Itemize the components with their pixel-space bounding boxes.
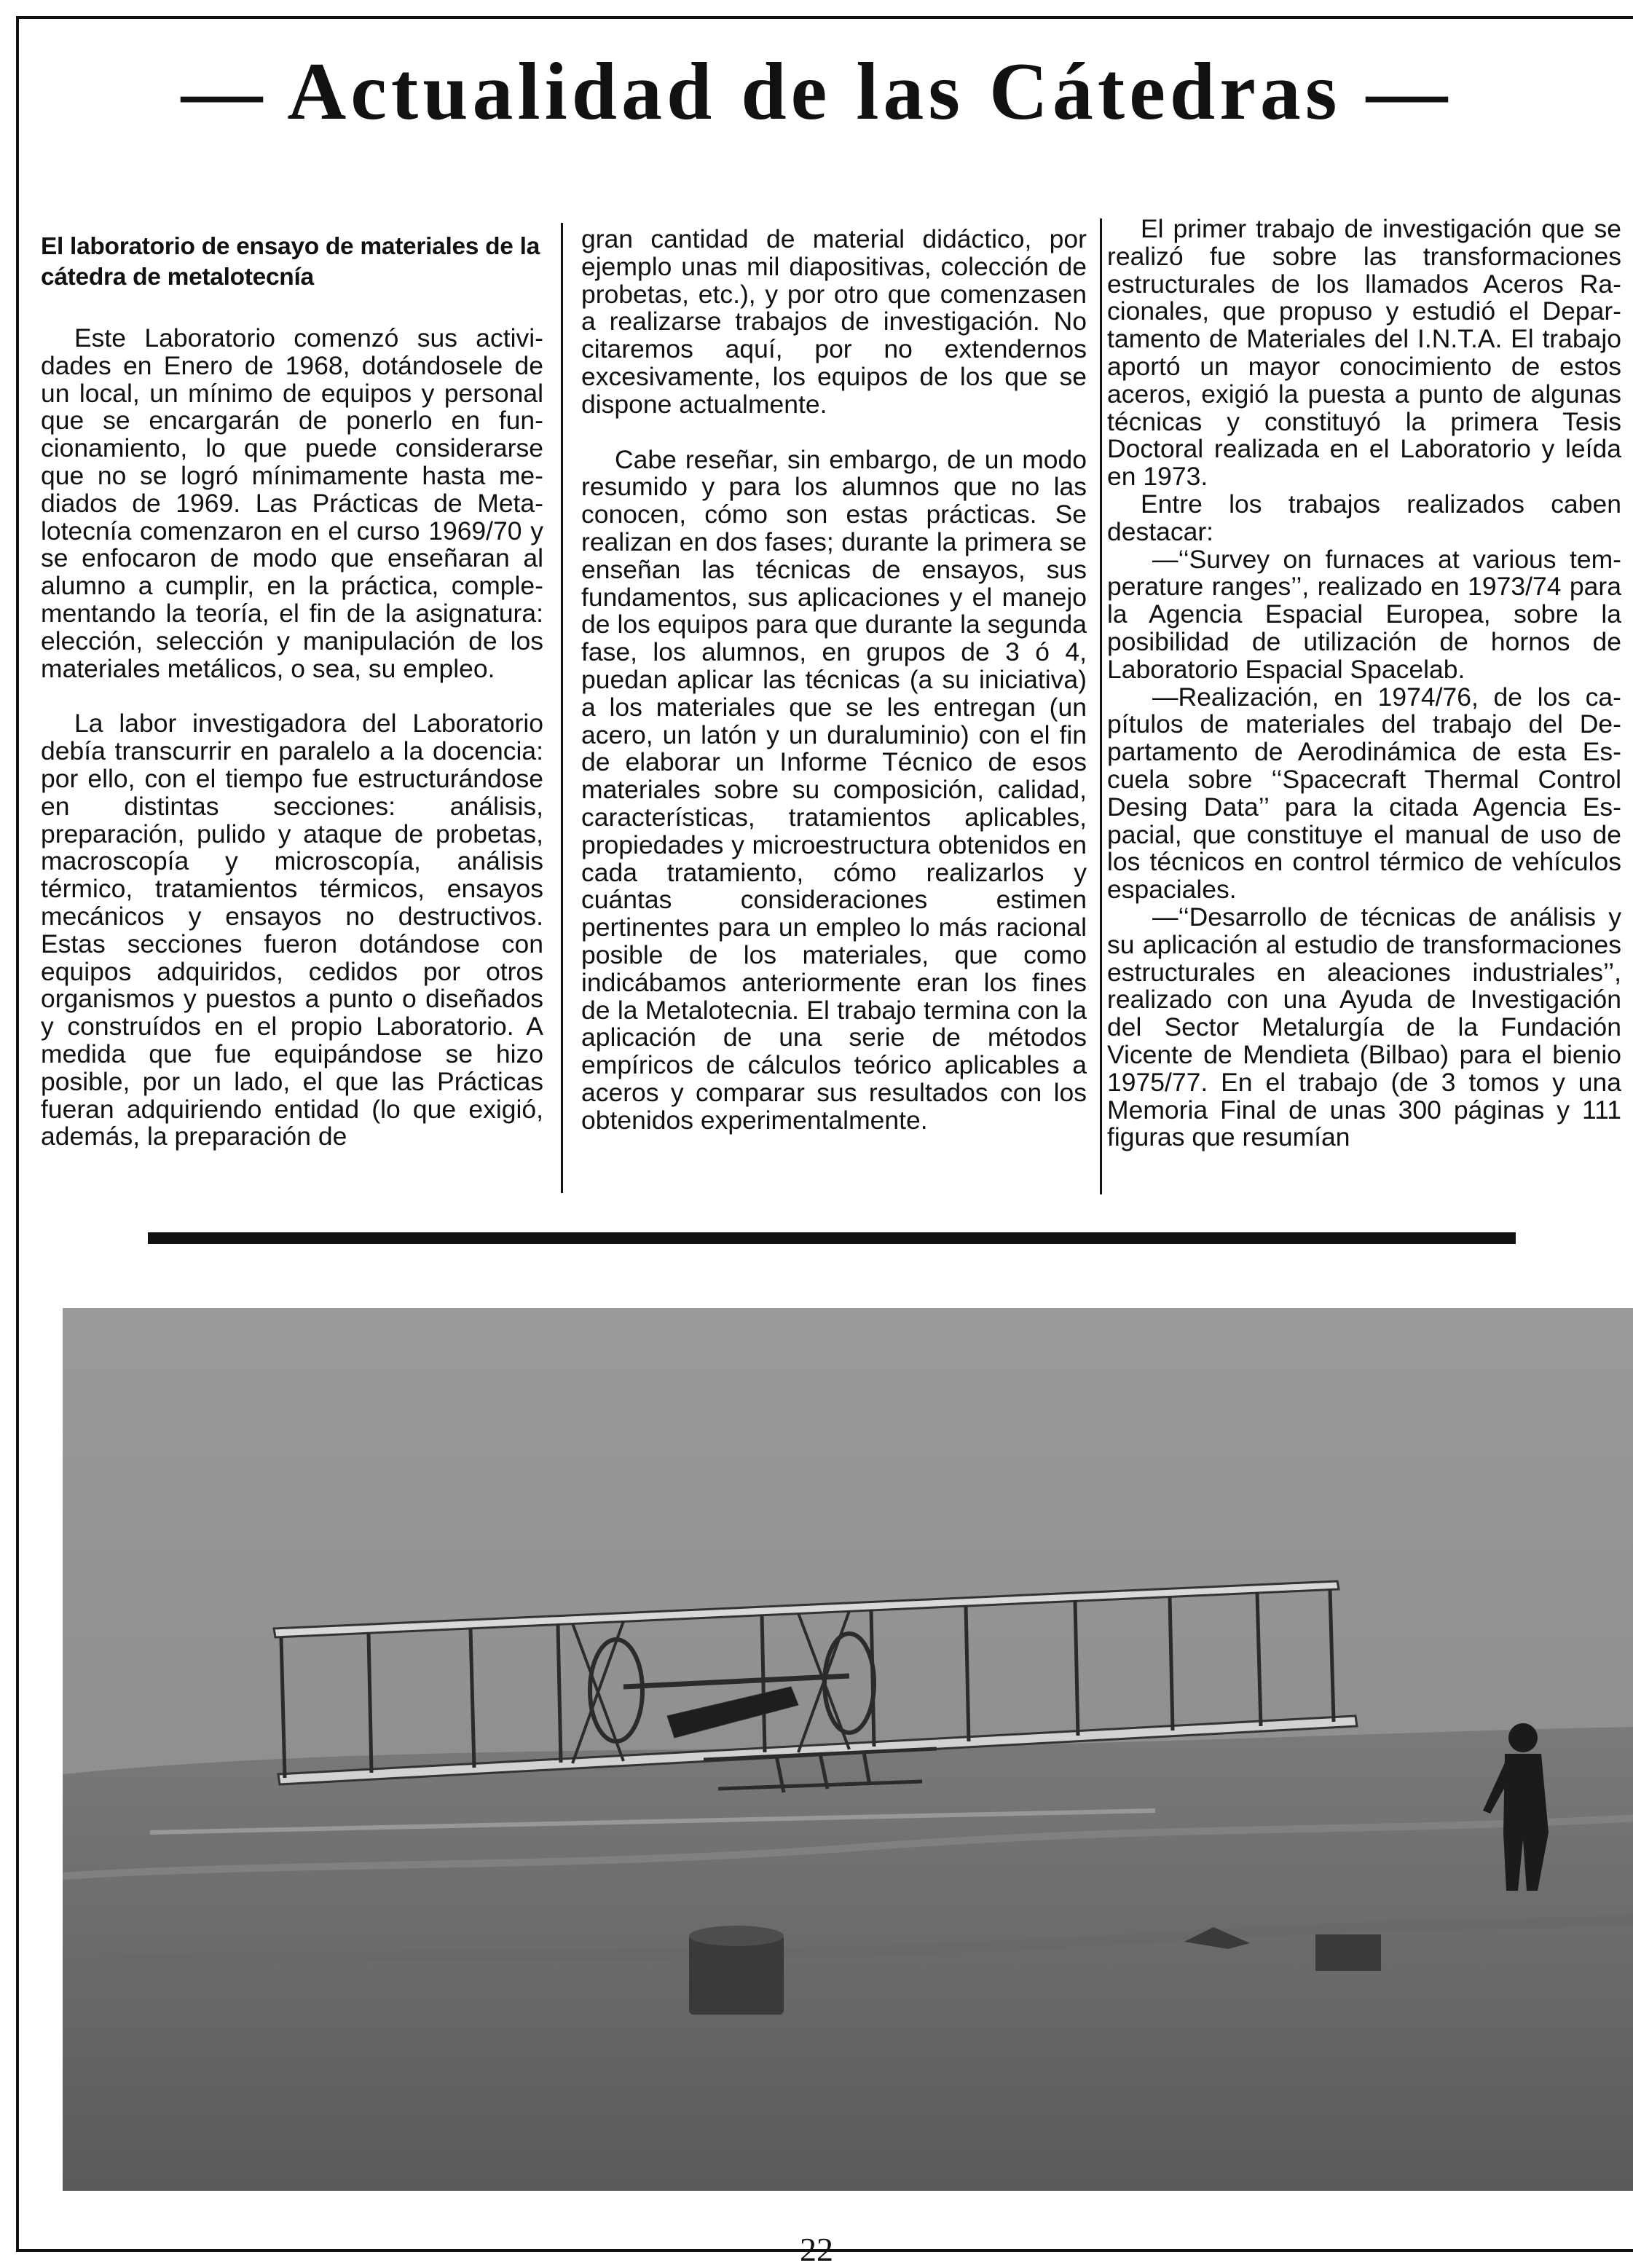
page-title: — Actualidad de las Cátedras — <box>181 47 1452 137</box>
paragraph: La labor investigadora del Laboratorio debía transcurrir en paralelo a la docencia: por ello, con el tiempo fue estructurándose en distintas secciones: análisis, preparación, pulido y ataque de probetas, macroscopía y microscopía, análisis térmico, tratamientos térmicos, ensayos mecánicos y ensayos no destructivos. Estas secciones fueron dotándose con equipos adquiridos, cedidos por otros organismos y puestos a punto o diseñados y construídos en el propio Laboratorio. A medida que fue equipándose se hizo posible, por un lado, el que las Prácticas fueran adquiriendo entidad (lo que exigió, además, la preparación de <box>41 709 543 1151</box>
paragraph: Cabe reseñar, sin embargo, de un modo resumido y para los alumnos que no las conocen, cómo son estas prácticas. Se realizan en dos fases; durante la primera se enseñan las técnicas de ensayos, sus fundamentos, sus aplicaciones y el manejo de los equipos para que durante la segunda fase, los alumnos, en grupos de 3 ó 4, puedan aplicar las técnicas (a su iniciativa) a los materiales que se les entregan (un acero, un latón y un duraluminio) con el fin de elaborar un Informe Técnico de esos materiales sobre su composición, calidad, características, tratamientos aplicables, propiedades y microestructura obtenidos en cada tratamiento, cómo realizarlos y cuántas consideraciones estimen pertinentes para un empleo lo más racional posible de los materiales, que como indicábamos anteriormente eran los fines de la Metalotecnia. El trabajo termina con la aplicación de una serie de métodos empíricos de cálculos teórico aplicables a aceros y comparar sus resultados con los obtenidos experimentalmente. <box>581 444 1087 1135</box>
paragraph: Este Laboratorio comenzó sus actividades en Enero de 1968, dotándosele de un local, un mínimo de equipos y personal que se encargarán de ponerlo en funcionamiento, lo que puede considerarse que no se logró mínimamente hasta mediados de 1969. Las Prácticas de Metalotecnía comenzaron en el curso 1969/70 y se enfocaron de modo que enseñaran al alumno a cumplir, en la práctica, complementando la teoría, el fin de la asignatura: elección, selección y manipulación de los materiales metálicos, o sea, su empleo. <box>41 323 543 683</box>
paragraph: El primer trabajo de investigación que se realizó fue sobre las transformaciones estructurales de los llamados Aceros Racionales, que propuso y estudió el Departamento de Materiales del I.N.T.A. El trabajo aportó un mayor conocimiento de estos aceros, exigió la puesta a punto de algunas técnicas y constituyó la primera Tesis Doctoral realizada en el Laboratorio y leída en 1973. <box>1107 214 1621 492</box>
section-divider <box>148 1232 1516 1244</box>
article-column-3 <box>1107 216 1621 1151</box>
wright-flyer-photo <box>63 1308 1633 2191</box>
article-subheading: El laboratorio de ensayo de materiales de la cátedra de metalotecnía <box>41 233 540 291</box>
column-rule-left <box>561 223 563 1193</box>
paragraph: Entre los trabajos realizados caben destacar: <box>1107 489 1621 546</box>
paragraph: gran cantidad de material didáctico, por ejemplo unas mil diapositivas, colección de probetas, etc.), y por otro que comenzasen a realizarse trabajos de investigación. No citaremos aquí, por no extendernos excesivamente, los equipos de los que se dispone actualmente. <box>581 224 1087 419</box>
paragraph: —‘‘Survey on furnaces at various temperature ranges’’, realizado en 1973/74 para la Agencia Espacial Europea, sobre la posibilidad de utilización de hornos de Laboratorio Espacial Spacelab. <box>1107 544 1621 684</box>
article-column-1 <box>41 232 543 1151</box>
page-number: 22 <box>800 2231 833 2268</box>
article-column-2 <box>581 226 1087 1135</box>
paragraph: —Realización, en 1974/76, de los capítulos de materiales del trabajo del Departamento de Aerodinámica de esta Escuela sobre ‘‘Spacecraft Thermal Control Desing Data’’ para la citada Agencia Espacial, que constituye el manual de uso de los técnicos en control térmico de vehículos espaciales. <box>1107 682 1621 905</box>
paragraph: —‘‘Desarrollo de técnicas de análisis y su aplicación al estudio de transformaciones estructurales en aleaciones industriales’’, realizado con una Ayuda de Investigación del Sector Metalurgía de la Fundación Vicente de Mendieta (Bilbao) para el bienio 1975/77. En el trabajo (de 3 tomos y una Memoria Final de unas 300 páginas y 111 figuras que resumían <box>1107 902 1621 1152</box>
column-rule-right <box>1100 218 1102 1194</box>
